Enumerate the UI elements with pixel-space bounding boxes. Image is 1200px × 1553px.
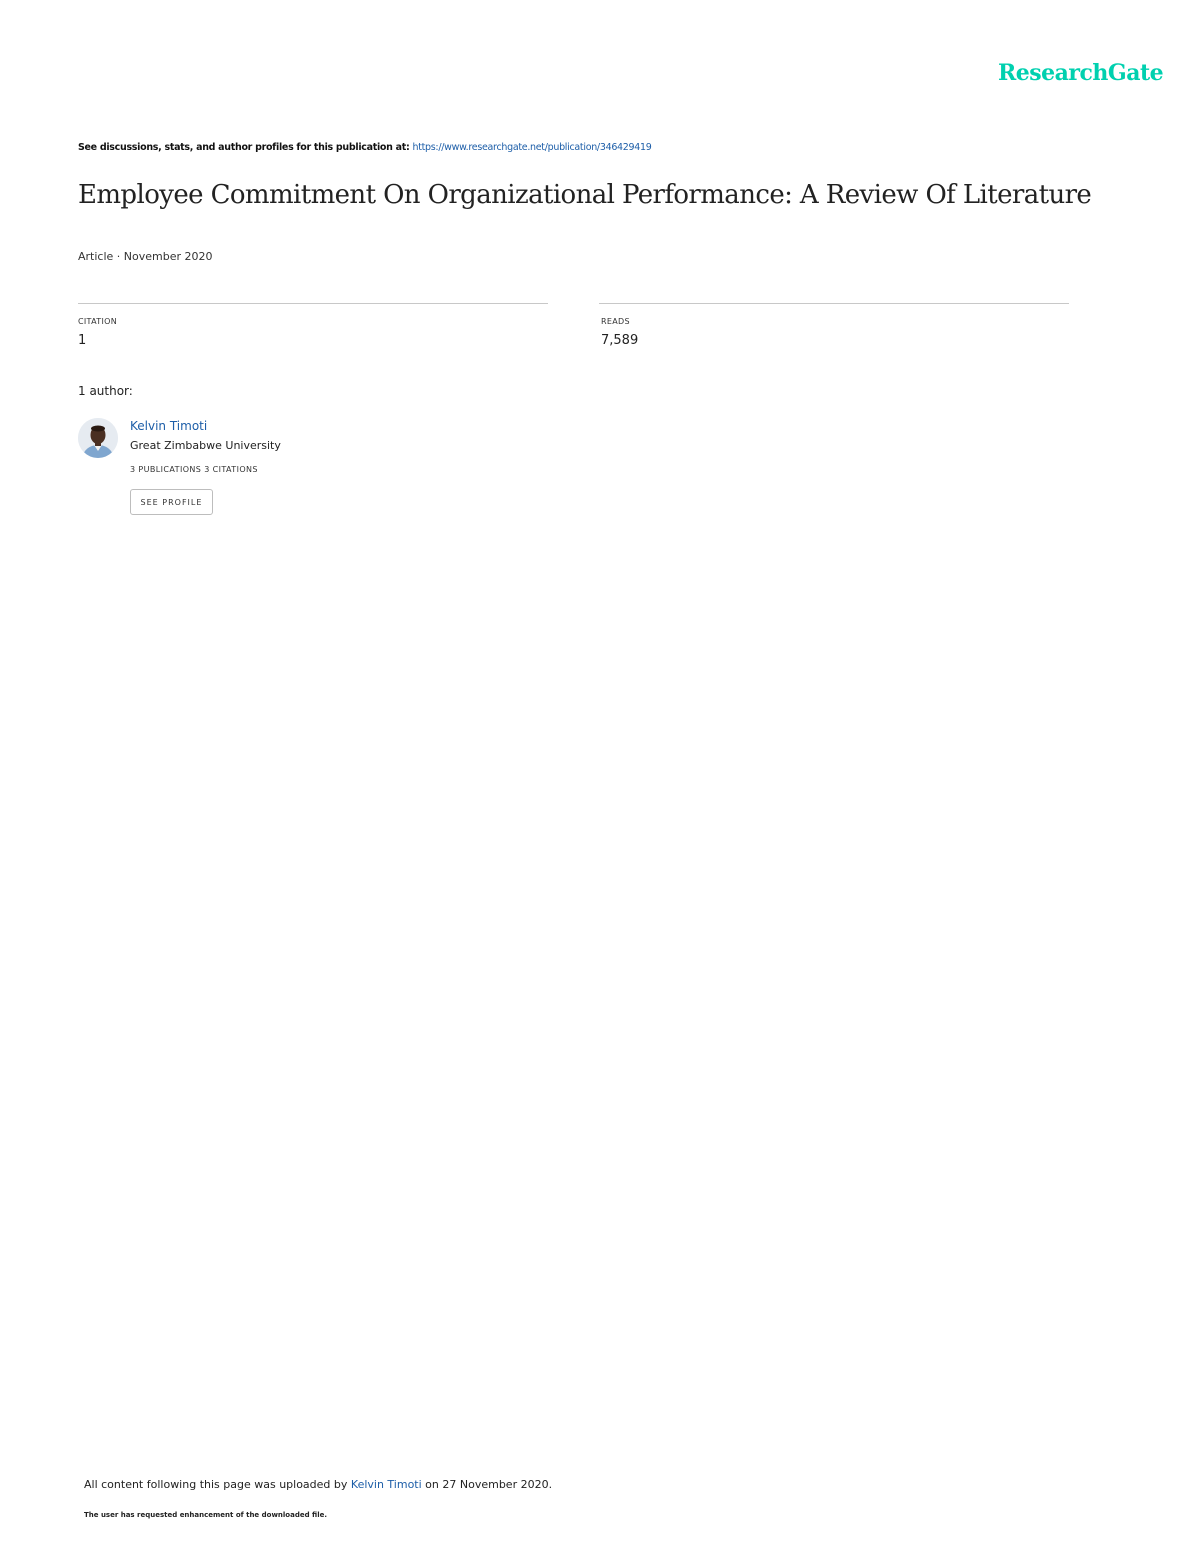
upload-notice [84,1478,552,1491]
author-stats: 3 PUBLICATIONS 3 CITATIONS [130,465,258,474]
author-photo-icon [78,418,118,458]
author-institution: Great Zimbabwe University [130,439,281,452]
uploader-link[interactable]: Kelvin Timoti [350,1478,422,1491]
discussion-text: See discussions, stats, and author profiles for this publication at: [78,142,413,153]
authors-heading: 1 author: [78,384,133,398]
citation-label: CITATION [78,317,117,326]
reads-divider [599,303,1069,304]
publication-meta: Article · November 2020 [78,250,213,263]
upload-suffix: on 27 November 2020. [421,1478,553,1491]
author-name-link[interactable]: Kelvin Timoti [130,419,208,433]
upload-prefix: All content following this page was uploaded by [84,1478,351,1491]
reads-value: 7,589 [601,333,639,348]
publication-title: Employee Commitment On Organizational Performance: A Review Of Literature [78,180,1092,210]
discussion-notice [78,142,652,153]
citation-divider [78,303,548,304]
citation-value: 1 [78,333,87,348]
researchgate-logo[interactable]: ResearchGate [998,60,1164,86]
download-note: The user has requested enhancement of the downloaded file. [84,1511,328,1519]
avatar[interactable] [78,418,118,458]
publication-url-link[interactable]: https://www.researchgate.net/publication/346429419 [412,142,652,153]
see-profile-button[interactable]: SEE PROFILE [130,489,213,515]
reads-label: READS [601,317,630,326]
